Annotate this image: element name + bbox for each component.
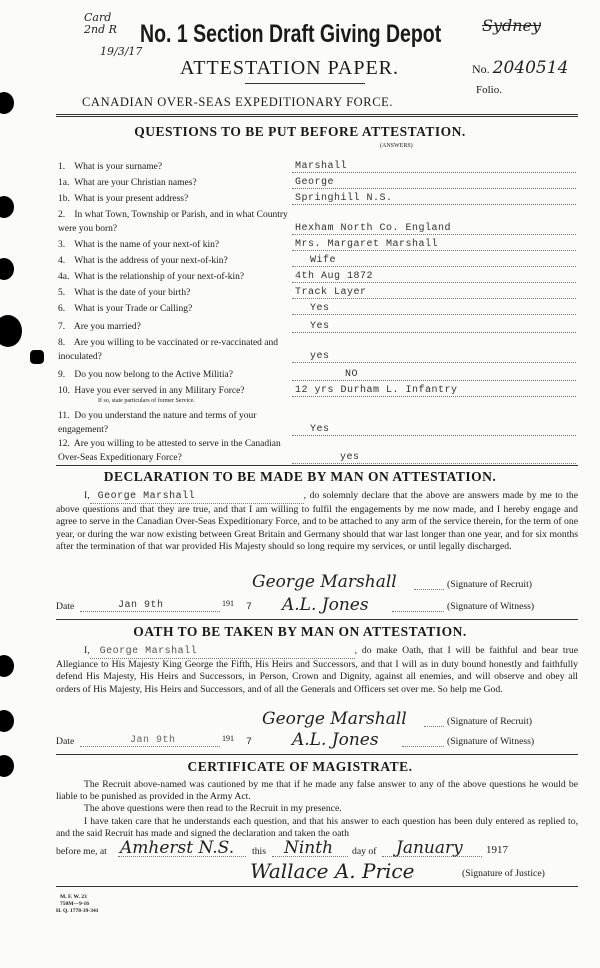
punch-hole <box>0 655 14 677</box>
regimental-number-label: No. <box>472 62 490 76</box>
question-text: Have you ever served in any Military Force? <box>74 386 245 396</box>
question-text: What is your Trade or Calling? <box>74 304 193 314</box>
question-text: Do you understand the nature and terms of your engagement? <box>58 411 257 435</box>
question-12 <box>58 368 290 382</box>
question-number: 11. <box>58 411 70 421</box>
question-text: Are you willing to be vaccinated or re-vaccinated and inoculated? <box>58 338 279 362</box>
unit-stamp-crossed: Sydney <box>482 16 542 35</box>
declaration-recruit-signature: George Marshall <box>252 572 397 592</box>
certificate-p2: The above questions were then read to the Recruit in my presence. <box>84 803 342 815</box>
question-number: 4. <box>58 256 66 266</box>
answer-5: Mrs. Margaret Marshall <box>295 239 439 250</box>
question-number: 1b. <box>58 194 70 204</box>
answer-line <box>292 380 576 381</box>
answer-15: yes <box>340 452 360 463</box>
declaration-date-label: Date <box>56 601 75 612</box>
question-4 <box>58 208 290 236</box>
question-text: Are you willing to be attested to serve in the Canadian Over-Seas Expeditionary Force? <box>58 439 281 463</box>
answer-line <box>292 188 576 189</box>
declaration-witness-label: (Signature of Witness) <box>447 601 535 612</box>
form-code: H. Q. 1778-39-341 <box>56 908 99 914</box>
form-codes <box>56 894 98 915</box>
answer-7: 4th Aug 1872 <box>295 271 374 282</box>
declaration-heading: DECLARATION TO BE MADE BY MAN ON ATTESTATION. <box>103 469 497 484</box>
justice-label: (Signature of Justice) <box>462 868 545 879</box>
question-11 <box>58 336 290 364</box>
answers-label: (ANSWERS) <box>380 143 413 149</box>
question-9 <box>58 302 290 316</box>
document-title: ATTESTATION PAPER. <box>180 57 400 79</box>
question-text: Are you married? <box>73 322 141 332</box>
question-number: 5. <box>58 288 66 298</box>
question-8 <box>58 286 290 300</box>
question-number: 1. <box>58 162 66 172</box>
declaration-name: George Marshall <box>90 491 304 504</box>
certificate-month: January <box>396 838 463 858</box>
question-text: What are your Christian names? <box>74 178 197 188</box>
oath-heading: OATH TO BE TAKEN BY MAN ON ATTESTATION. <box>133 624 467 639</box>
declaration-recruit-label: (Signature of Recruit) <box>447 579 533 590</box>
form-code: 750M—9-16 <box>60 901 90 907</box>
certificate-text <box>56 779 578 840</box>
answer-line <box>292 332 576 333</box>
declaration-text <box>56 490 578 553</box>
punch-hole <box>0 710 14 732</box>
oath-body: , do make Oath, that I will be faithful and bear true Allegiance to His Majesty King George the Fifth, His Heirs and Successors, and that I will as in duty bound honestly and faithfully defend His Majesty, His Heirs and Successors, in Person, Crown and Dignity, against all enemies, and will observe and obey all orders of His Majesty, His Heirs and Successors, and of all the Generals and Officers set over me. So help me God. <box>56 645 578 695</box>
certificate-divider <box>56 886 578 887</box>
declaration-year-suffix: 7 <box>246 602 253 613</box>
question-13 <box>58 384 290 405</box>
answer-13: 12 yrs Durham L. Infantry <box>295 385 458 396</box>
question-number: 8. <box>58 338 66 348</box>
question-note: If so, state particulars of former Service. <box>98 398 195 404</box>
declaration-date: Jan 9th <box>118 600 164 611</box>
question-14 <box>58 409 290 437</box>
certificate-day: Ninth <box>284 838 334 858</box>
justice-signature: Wallace A. Price <box>250 859 415 883</box>
question-number: 1a. <box>58 178 70 188</box>
form-code: M. F. W. 23 <box>60 894 87 900</box>
answer-line <box>292 314 576 315</box>
question-2 <box>58 176 290 190</box>
question-number: 9. <box>58 370 66 380</box>
answer-3: Springhill N.S. <box>295 193 393 204</box>
answer-14: Yes <box>310 424 330 435</box>
question-text: In what Town, Township or Parish, and in what Country were you born? <box>58 210 288 234</box>
answer-9: Yes <box>310 303 330 314</box>
answer-2: George <box>295 177 335 188</box>
question-number: 12. <box>58 439 70 449</box>
answer-line <box>292 362 576 363</box>
question-text: What is the name of your next-of kin? <box>74 240 220 250</box>
question-text: What is the address of your next-of-kin? <box>74 256 228 266</box>
oath-name: George Marshall <box>90 646 355 659</box>
question-text: Do you now belong to the Active Militia? <box>74 370 233 380</box>
certificate-p1: The Recruit above-named was cautioned by me that if he made any false answer to any of the above questions he would be liable to be punished as provided in the Army Act. <box>56 779 578 803</box>
punch-hole <box>0 196 14 218</box>
question-number: 4a. <box>58 272 70 282</box>
answer-8: Track Layer <box>295 287 367 298</box>
oath-prefix: I, <box>84 645 90 656</box>
answer-line <box>292 463 576 464</box>
question-3 <box>58 192 290 206</box>
title-underline <box>245 83 365 84</box>
declaration-body: , do solemnly declare that the above are answers made by me to the above questions and that they are true, and that I am willing to fulfil the engagements by me now made, and I hereby engage and agree to serve in the Canadian Over-Seas Expeditionary Force, and to be attached to any arm of the service therein, for the term of one year, or during the war now existing between Great Britain and Germany should that war last longer than one year, and for six months after the termination of that war provided His Majesty should so long require my services, or until legally discharged. <box>56 490 578 552</box>
certificate-this-label: this <box>252 846 266 857</box>
question-number: 6. <box>58 304 66 314</box>
question-1 <box>58 160 290 174</box>
certificate-day-of-label: day of <box>352 846 377 857</box>
oath-divider <box>56 754 578 755</box>
question-number: 7. <box>58 322 66 332</box>
question-7 <box>58 270 290 284</box>
question-6 <box>58 254 290 268</box>
questions-heading: QUESTIONS TO BE PUT BEFORE ATTESTATION. <box>134 124 466 139</box>
certificate-place: Amherst N.S. <box>120 838 235 858</box>
folio-label: Folio. <box>476 84 502 96</box>
punch-hole <box>0 315 22 347</box>
declaration-divider <box>56 619 578 620</box>
question-10 <box>58 320 290 334</box>
oath-text <box>56 645 578 696</box>
header-divider <box>56 114 578 117</box>
regimental-number <box>472 58 568 79</box>
punch-hole <box>30 350 44 364</box>
margin-note: Card 2nd R <box>84 11 117 36</box>
oath-year-suffix: 7 <box>246 737 253 748</box>
answer-11: yes <box>310 351 330 362</box>
answer-6: Wife <box>310 255 337 266</box>
oath-date-label: Date <box>56 736 75 747</box>
punch-hole <box>0 92 14 114</box>
answer-10: Yes <box>310 321 330 332</box>
oath-date: Jan 9th <box>130 735 176 746</box>
question-15 <box>58 437 290 465</box>
oath-recruit-label: (Signature of Recruit) <box>447 716 533 727</box>
question-text: What is your present address? <box>74 194 189 204</box>
declaration-witness-signature: A.L. Jones <box>282 595 369 615</box>
certificate-heading: CERTIFICATE OF MAGISTRATE. <box>187 759 413 774</box>
question-number: 2. <box>58 210 66 220</box>
unit-stamp: No. 1 Section Draft Giving Depot <box>140 20 442 48</box>
questions-divider <box>56 465 578 466</box>
declaration-year-prefix: 191 <box>222 599 234 608</box>
oath-recruit-signature: George Marshall <box>262 709 407 729</box>
answer-4: Hexham North Co. England <box>295 223 452 234</box>
question-text: What is the date of your birth? <box>74 288 191 298</box>
question-number: 10. <box>58 386 70 396</box>
oath-year-prefix: 191 <box>222 734 234 743</box>
question-number: 3. <box>58 240 66 250</box>
certificate-p3: I have taken care that he understands each question, and that his answer to each question has been duly entered as replied to, and the said Recruit has made and signed the declaration and taken the oath <box>56 815 578 839</box>
regimental-number-value: 2040514 <box>492 58 569 78</box>
answer-1: Marshall <box>295 161 348 172</box>
punch-hole <box>0 258 14 280</box>
margin-date: 19/3/17 <box>100 45 143 58</box>
answer-line <box>292 435 576 436</box>
declaration-prefix: I, <box>84 490 90 501</box>
certificate-before-label: before me, at <box>56 846 107 857</box>
question-text: What is the relationship of your next-of-kin? <box>74 272 245 282</box>
answer-12: NO <box>345 369 359 380</box>
oath-witness-signature: A.L. Jones <box>292 730 379 750</box>
question-text: What is your surname? <box>74 162 163 172</box>
question-5 <box>58 238 290 252</box>
certificate-year: 1917 <box>486 844 508 856</box>
force-name: CANADIAN OVER-SEAS EXPEDITIONARY FORCE. <box>82 95 394 109</box>
oath-witness-label: (Signature of Witness) <box>447 736 535 747</box>
